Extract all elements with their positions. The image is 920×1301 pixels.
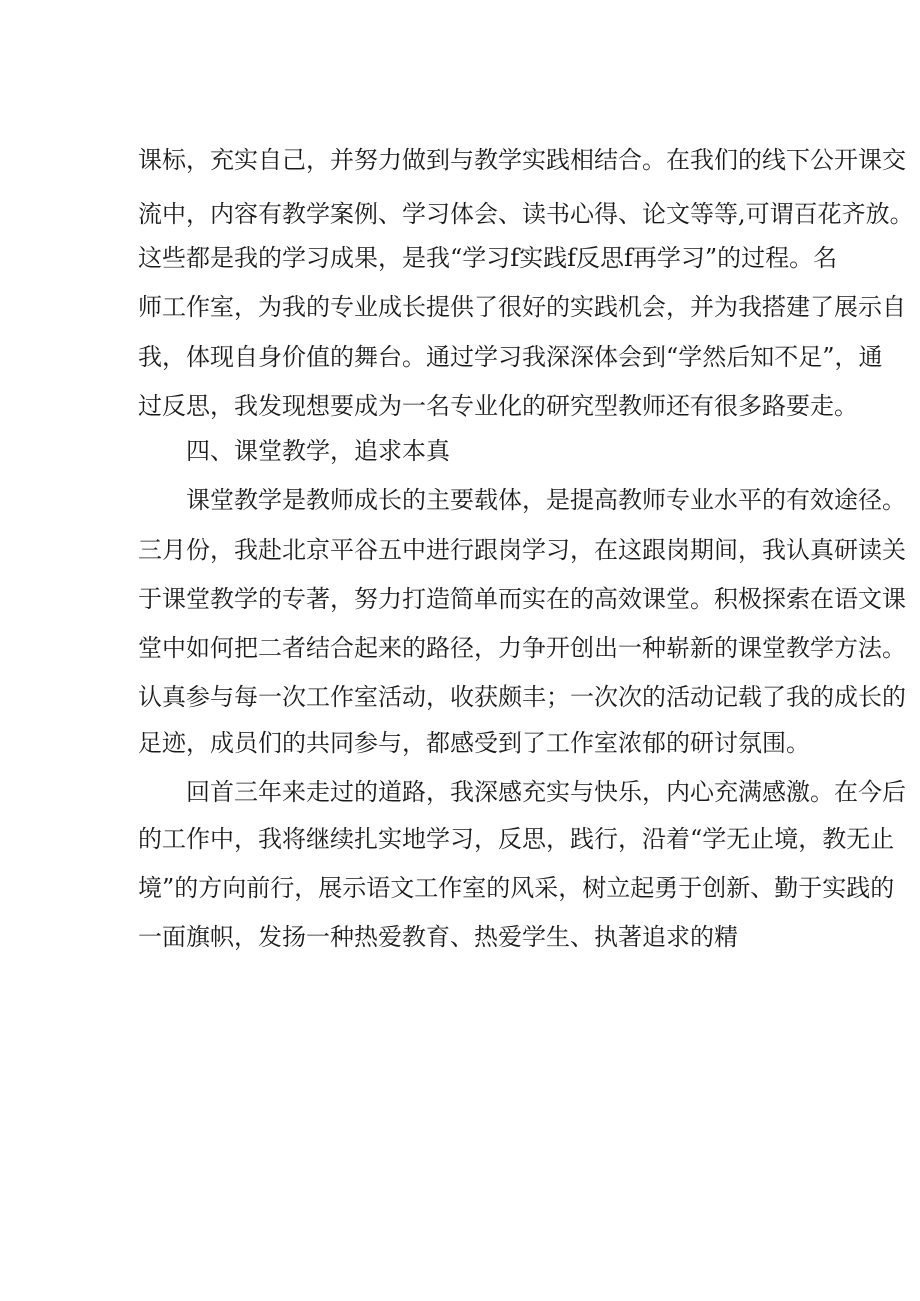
text-line: 一面旗帜，发扬一种热爱教育、热爱学生、执著追求的精 xyxy=(138,923,738,951)
text-line: 于课堂教学的专著，努力打造简单而实在的高效课堂。积极探索在语文课 xyxy=(138,585,906,613)
text-line: 的工作中，我将继续扎实地学习，反思，践行，沿着“学无止境，教无止 xyxy=(138,825,895,853)
text-line: 堂中如何把二者结合起来的路径，力争开创出一种崭新的课堂教学方法。 xyxy=(138,634,906,662)
section-heading: 四、课堂教学，追求本真 xyxy=(186,437,450,465)
text-line: 我，体现自身价值的舞台。通过学习我深深体会到“学然后知不足”，通 xyxy=(138,343,883,371)
text-line: 流中，内容有教学案例、学习体会、读书心得、论文等等,可谓百花齐放。 xyxy=(138,200,914,228)
text-line: 回首三年来走过的道路，我深感充实与快乐，内心充满感激。在今后 xyxy=(186,778,906,806)
text-line: 境”的方向前行，展示语文工作室的风采，树立起勇于创新、勤于实践的 xyxy=(138,874,895,902)
text-line: 课堂教学是教师成长的主要载体，是提高教师专业水平的有效途径。 xyxy=(186,486,906,514)
text-line: 认真参与每一次工作室活动，收获颇丰；一次次的活动记载了我的成长的 xyxy=(138,683,906,711)
text-line: 这些都是我的学习成果，是我“学习f实践f反思f再学习”的过程。名 xyxy=(138,244,838,272)
text-line: 过反思，我发现想要成为一名专业化的研究型教师还有很多路要走。 xyxy=(138,392,858,420)
text-line: 足迹，成员们的共同参与，都感受到了工作室浓郁的研讨氛围。 xyxy=(138,729,810,757)
text-line: 三月份，我赴北京平谷五中进行跟岗学习，在这跟岗期间，我认真研读关 xyxy=(138,536,906,564)
text-line: 课标，充实自己，并努力做到与教学实践相结合。在我们的线下公开课交 xyxy=(138,146,906,174)
text-line: 师工作室，为我的专业成长提供了很好的实践机会，并为我搭建了展示自 xyxy=(138,293,906,321)
